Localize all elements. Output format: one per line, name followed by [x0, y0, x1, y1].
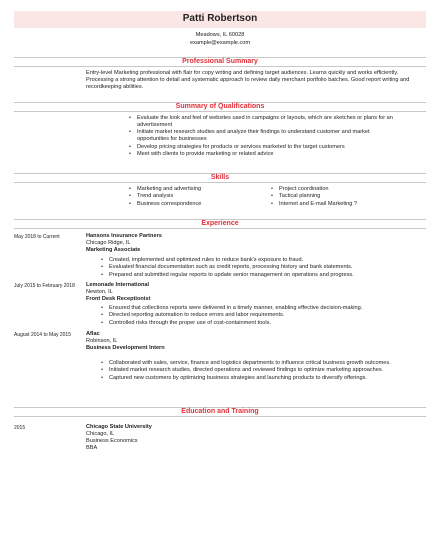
address: Meadows, IL 60028 [195, 32, 245, 38]
section-experience [14, 219, 426, 229]
section-header [14, 219, 426, 229]
skill-item: • Project coordination [270, 186, 420, 193]
section-professional-summary [14, 57, 426, 67]
summary-text: Entry-level Marketing professional with flair for copy writing and defining target audiences. Learns quickly and works efficiently. Processing a strong attention to detail and systematic approach to review daily merchant portfolio batches. Good report writing and recordkeeping abilities. [86, 70, 410, 90]
job-bullets [100, 360, 422, 382]
skill-item: • Marketing and advertising [128, 186, 268, 193]
job-role: Marketing Associate [86, 246, 141, 253]
section-title: Professional Summary [182, 58, 258, 65]
job-dates: July 2015 to February 2018 [14, 283, 75, 289]
skill-item: • Internet and E-mail Marketing ? [270, 201, 420, 208]
job-location: Newton, IL [86, 288, 113, 295]
list-item: • Captured new customers by optimizing business strategies and launching products to diversify offerings. [100, 375, 422, 382]
education-entry [86, 424, 426, 452]
list-item: • Ensured that collections reports were delivered in a timely manner, enabling effective decision-making. [100, 305, 422, 312]
divider [14, 66, 426, 67]
job-bullets [100, 305, 422, 327]
list-item: • Directed reporting automation to reduce errors and labor requirements. [100, 312, 422, 319]
job-role: Business Development Intern [86, 344, 165, 351]
skills-list-right [270, 186, 420, 208]
skills-list-left [128, 186, 268, 208]
job-dates: May 2018 to Current [14, 234, 60, 240]
list-item: • Created, implemented and optimized rules to reduce bank's exposure to fraud. [100, 257, 422, 264]
field-of-study: Business Economics [86, 437, 138, 444]
skill-item: • Trend analysis [128, 193, 268, 200]
skill-item: • Business correspondence [128, 201, 268, 208]
list-item: • Evaluate the look and feel of websites used in campaigns or layouts, which are sketches or plans for an advertisement [128, 115, 398, 129]
candidate-name: Patti Robertson [182, 13, 258, 24]
job-entry [86, 233, 426, 254]
list-item: • Evaluated financial documentation such as credit reports, processing history and bank statements. [100, 264, 422, 271]
section-title: Skills [210, 174, 230, 181]
list-item: • Initiated market research studies, directed operations and reviewed findings to optimize marketing approaches. [100, 367, 422, 374]
section-title: Summary of Qualifications [175, 103, 265, 110]
list-item: • Initiate market research studies and analyze their findings to understand customer and market opportunities for businesses [128, 129, 398, 143]
degree: BBA [86, 444, 98, 451]
section-skills [14, 173, 426, 183]
company-name: Lemonade International [86, 282, 150, 288]
divider [14, 416, 426, 417]
section-qualifications [14, 102, 426, 112]
company-name: Aflac [86, 331, 100, 337]
education-dates: 2015 [14, 425, 26, 431]
section-header [14, 102, 426, 112]
section-title: Experience [201, 220, 239, 227]
school-name: Chicago State University [86, 424, 152, 430]
qualifications-list [128, 115, 398, 158]
section-education [14, 407, 426, 417]
job-entry [86, 331, 426, 352]
divider [14, 182, 426, 183]
job-entry [86, 282, 426, 303]
job-location: Chicago Ridge, IL [86, 239, 131, 246]
list-item: • Controlled risks through the proper use of cost-containment tools. [100, 320, 422, 327]
skill-item: • Tactical planning [270, 193, 420, 200]
job-role: Front Desk Receptionist [86, 295, 151, 302]
divider [14, 228, 426, 229]
section-header [14, 407, 426, 417]
list-item: • Meet with clients to provide marketing or related advice [128, 151, 398, 158]
section-header [14, 57, 426, 67]
list-item: • Collaborated with sales, service, finance and logistics departments to influence critical business growth outcomes. [100, 360, 422, 367]
list-item: • Prepared and submitted regular reports to update senior management on operations and progress. [100, 272, 422, 279]
email[interactable]: example@example.com [189, 40, 251, 46]
company-name: Hansons Insurance Partners [86, 233, 162, 239]
job-bullets [100, 257, 422, 279]
school-location: Chicago, IL [86, 430, 115, 437]
divider [14, 111, 426, 112]
section-header [14, 173, 426, 183]
job-dates: August 2014 to May 2015 [14, 332, 71, 338]
job-location: Robinson, IL [86, 337, 118, 344]
list-item: • Develop pricing strategies for products or services marketed to the target customers [128, 144, 398, 151]
section-title: Education and Training [181, 408, 259, 415]
